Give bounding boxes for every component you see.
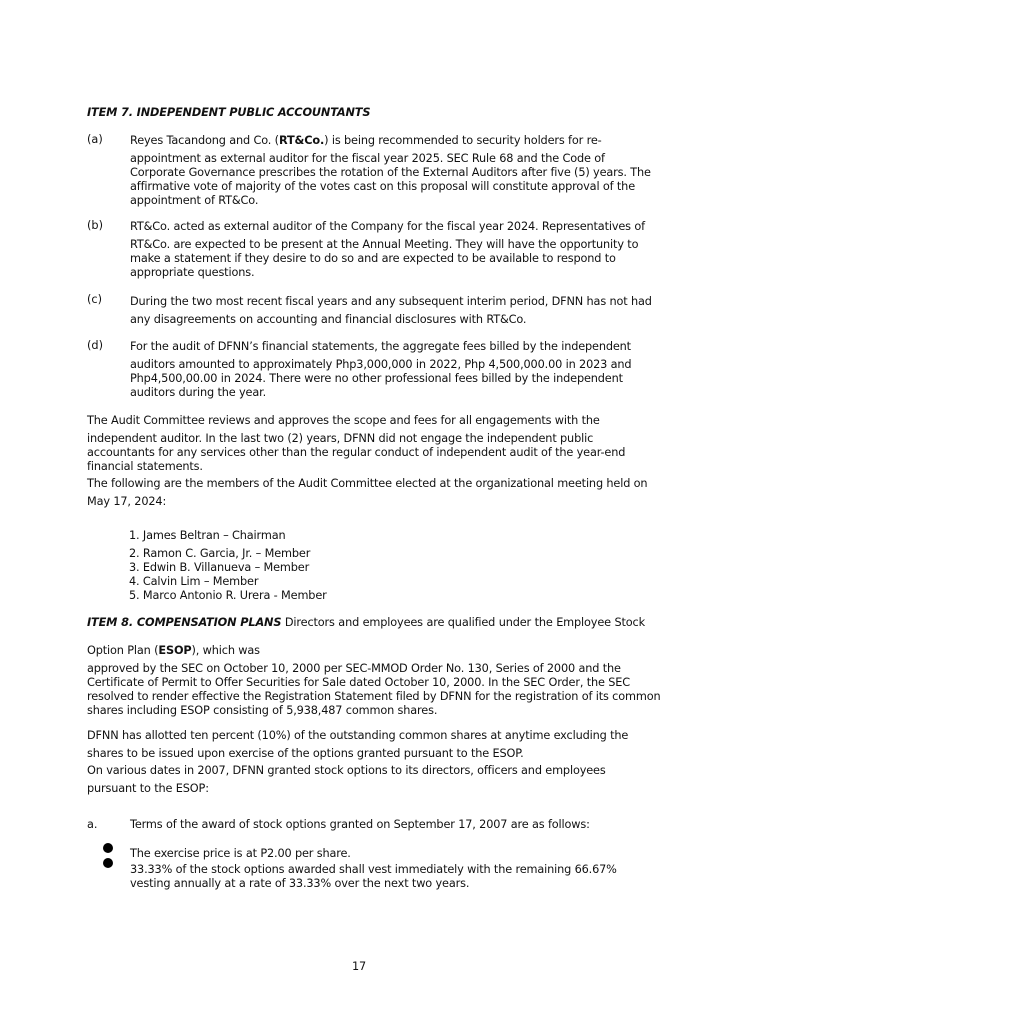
item8-para-line4: shares including ESOP consisting of 5,938,487 common shares. [87, 704, 438, 717]
member-item: 2. Ramon C. Garcia, Jr. – Member [129, 547, 311, 560]
terms-marker: a. [87, 818, 98, 831]
audit-para-line3: accountants for any services other than the regular conduct of independent audit of the year-end [87, 446, 626, 459]
allot-line1: DFNN has allotted ten percent (10%) of the outstanding common shares at anytime excluding the [87, 729, 629, 742]
bullet-1-text: The exercise price is at P2.00 per share. [130, 847, 351, 860]
bullet-icon [103, 843, 113, 853]
item8-heading: ITEM 8. COMPENSATION PLANS [87, 616, 282, 629]
item7-b-line1: RT&Co. acted as external auditor of the Company for the fiscal year 2024. Representatives of [130, 220, 645, 233]
item7-b-line3: make a statement if they desire to do so and are expected to be available to respond to [130, 252, 616, 265]
dates-line1: On various dates in 2007, DFNN granted stock options to its directors, officers and employees [87, 764, 606, 777]
audit-para-line4: financial statements. [87, 460, 203, 473]
item7-c-line2: any disagreements on accounting and financial disclosures with RT&Co. [130, 313, 527, 326]
item7-d-line1: For the audit of DFNN’s financial statements, the aggregate fees billed by the independent [130, 340, 631, 353]
members-intro-line1: The following are the members of the Audit Committee elected at the organizational meeting held on [87, 477, 648, 490]
item7-c-marker: (c) [87, 293, 103, 306]
item8-para-line2: Certificate of Permit to Offer Securities for Sale dated October 10, 2000. In the SEC Order, the SEC [87, 676, 630, 689]
item7-c-line1: During the two most recent fiscal years and any subsequent interim period, DFNN has not had [130, 295, 652, 308]
page-number: 17 [352, 960, 367, 973]
member-item: 4. Calvin Lim – Member [129, 575, 259, 588]
audit-para-line1: The Audit Committee reviews and approves the scope and fees for all engagements with the [87, 414, 600, 427]
audit-para-line2: independent auditor. In the last two (2) years, DFNN did not engage the independent public [87, 432, 594, 445]
item7-b-line4: appropriate questions. [130, 266, 255, 279]
dates-line2: pursuant to the ESOP: [87, 782, 209, 795]
allot-line2: shares to be issued upon exercise of the options granted pursuant to the ESOP. [87, 747, 524, 760]
member-item: 5. Marco Antonio R. Urera - Member [129, 589, 327, 602]
item7-d-line4: auditors during the year. [130, 386, 267, 399]
item7-d-marker: (d) [87, 339, 103, 352]
item7-b-marker: (b) [87, 219, 103, 232]
item7-b-line2: RT&Co. are expected to be present at the Annual Meeting. They will have the opportunity to [130, 238, 639, 251]
item7-a-line1: Reyes Tacandong and Co. (RT&Co.) is being recommended to security holders for re- [130, 134, 602, 147]
item7-a-line2: appointment as external auditor for the fiscal year 2025. SEC Rule 68 and the Code of [130, 152, 605, 165]
item7-a-line4: affirmative vote of majority of the votes cast on this proposal will constitute approval of the [130, 180, 635, 193]
item7-a-line3: Corporate Governance prescribes the rotation of the External Auditors after five (5) years. The [130, 166, 651, 179]
item7-d-line3: Php4,500,00.00 in 2024. There were no other professional fees billed by the independent [130, 372, 623, 385]
item8-para-line1: approved by the SEC on October 10, 2000 per SEC-MMOD Order No. 130, Series of 2000 and the [87, 662, 621, 675]
terms-text: Terms of the award of stock options granted on September 17, 2007 are as follows: [130, 818, 590, 831]
item8-para-line3: resolved to render effective the Registration Statement filed by DFNN for the registration of its common [87, 690, 661, 703]
item8-line2: Option Plan (ESOP), which was [87, 644, 260, 657]
item7-a-line5: appointment of RT&Co. [130, 194, 259, 207]
item7-heading: ITEM 7. INDEPENDENT PUBLIC ACCOUNTANTS [87, 106, 371, 119]
item7-a-marker: (a) [87, 133, 103, 146]
members-intro-line2: May 17, 2024: [87, 495, 167, 508]
member-item: 3. Edwin B. Villanueva – Member [129, 561, 310, 574]
item7-d-line2: auditors amounted to approximately Php3,000,000 in 2022, Php 4,500,000.00 in 2023 and [130, 358, 632, 371]
item8-heading-line: ITEM 8. COMPENSATION PLANS Directors and employees are qualified under the Employee Stock [87, 616, 645, 629]
bullet-2-line1: 33.33% of the stock options awarded shall vest immediately with the remaining 66.67% [130, 863, 617, 876]
bullet-2-line2: vesting annually at a rate of 33.33% over the next two years. [130, 877, 470, 890]
member-item: 1. James Beltran – Chairman [129, 529, 286, 542]
bullet-icon [103, 858, 113, 868]
